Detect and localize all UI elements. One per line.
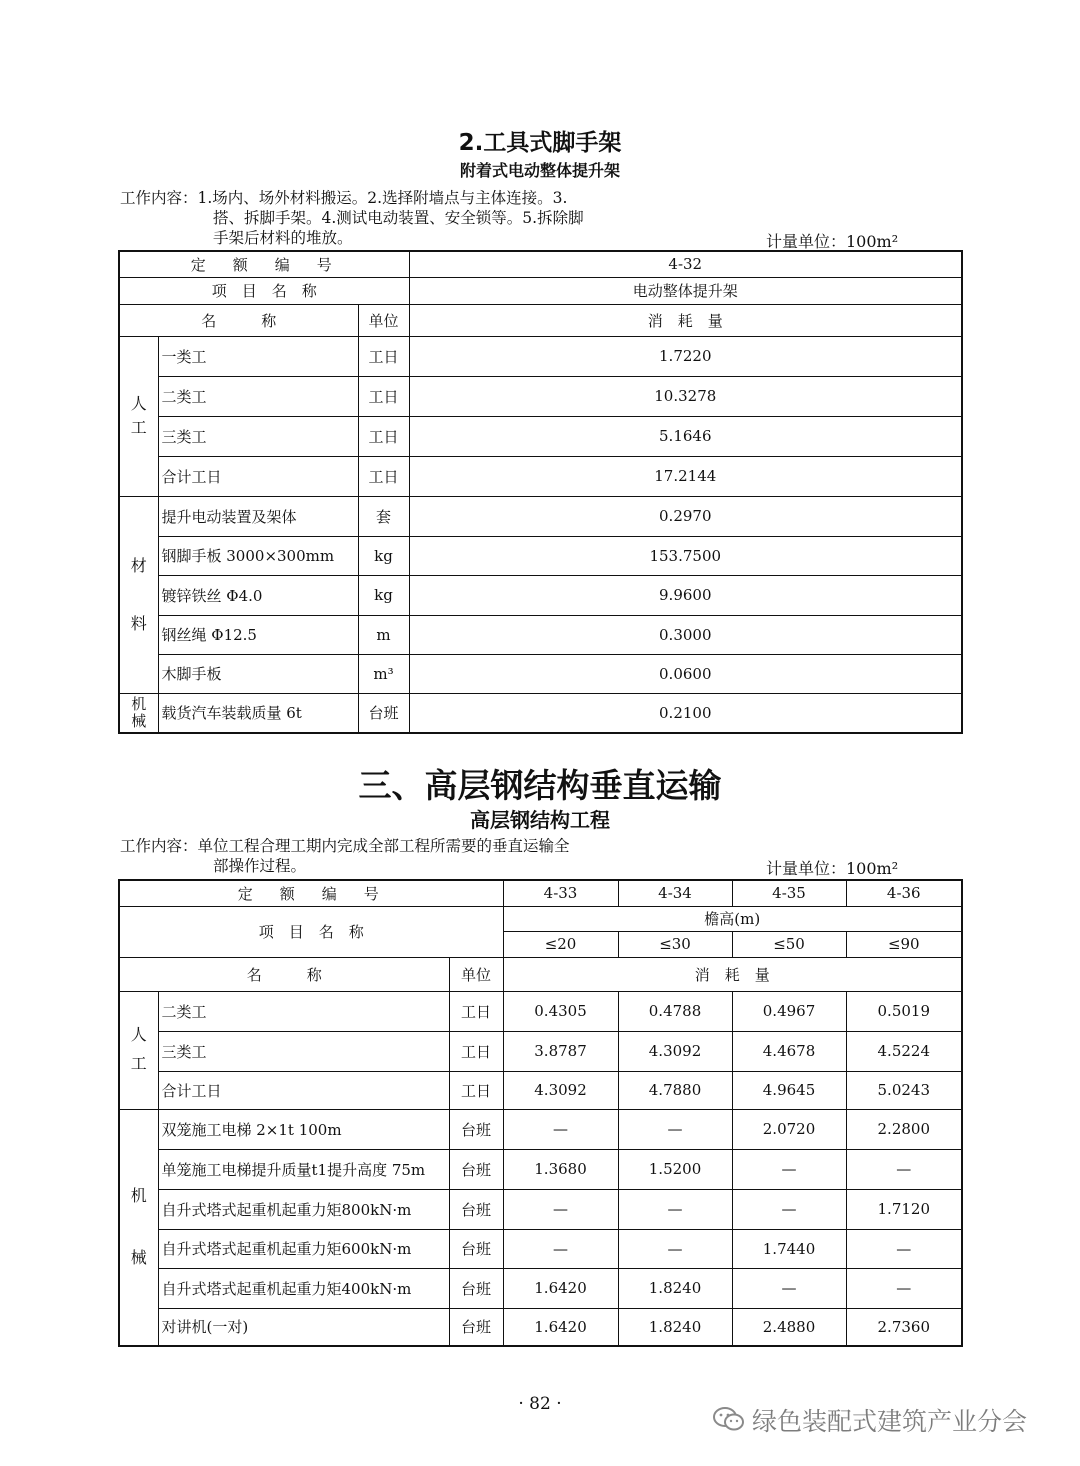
section2-table — [118, 879, 963, 1347]
row-name: 载货汽车装载质量 6t — [158, 693, 358, 733]
row-unit: 工日 — [449, 1031, 503, 1071]
row-name: 单笼施工电梯提升质量t1提升高度 75m — [158, 1149, 449, 1189]
section2-unit: 计量单位：100m² — [766, 859, 899, 878]
row-value: 3.8787 — [503, 1031, 618, 1071]
item-value: 电动整体提升架 — [409, 277, 962, 304]
work-line: 工作内容：1.场内、场外材料搬运。2.选择附墙点与主体连接。3. — [120, 189, 568, 207]
row-unit: 台班 — [449, 1149, 503, 1189]
section1-title: 2.工具式脚手架 — [458, 130, 622, 156]
page-number: · 82 · — [518, 1394, 562, 1414]
category-machinery: 机 械 — [119, 1109, 158, 1346]
row-value: 1.6420 — [503, 1308, 618, 1346]
row-unit: 台班 — [449, 1189, 503, 1229]
item-label: 项 目 名 称 — [119, 277, 409, 304]
eave-label: 檐高(m) — [503, 906, 962, 931]
row-value: — — [846, 1229, 962, 1268]
row-value: 1.7120 — [846, 1189, 962, 1229]
row-value: 0.4305 — [503, 991, 618, 1031]
row-unit: 台班 — [449, 1229, 503, 1268]
quota-value: 4-32 — [409, 251, 962, 277]
category-labor: 人 工 — [119, 336, 158, 496]
category-machinery: 机 械 — [119, 693, 158, 733]
row-value: 9.9600 — [409, 575, 962, 615]
row-unit: m — [358, 615, 409, 654]
row-value: 1.8240 — [618, 1308, 732, 1346]
col-unit-header: 单位 — [449, 957, 503, 991]
row-value: 153.7500 — [409, 536, 962, 575]
row-unit: 工日 — [358, 416, 409, 456]
row-value: 1.7220 — [409, 336, 962, 376]
row-unit: 台班 — [449, 1308, 503, 1346]
row-value: 2.2800 — [846, 1109, 962, 1149]
section1-subtitle: 附着式电动整体提升架 — [459, 161, 620, 180]
section1-unit: 计量单位：100m² — [766, 232, 899, 251]
row-unit: 工日 — [449, 1071, 503, 1109]
row-name: 木脚手板 — [158, 654, 358, 693]
row-name: 自升式塔式起重机起重力矩600kN·m — [158, 1229, 449, 1268]
section2-subtitle: 高层钢结构工程 — [470, 808, 610, 832]
row-unit: 工日 — [358, 456, 409, 496]
row-name: 三类工 — [158, 416, 358, 456]
row-value: 0.4967 — [732, 991, 846, 1031]
row-value: 4.3092 — [503, 1071, 618, 1109]
row-name: 合计工日 — [158, 1071, 449, 1109]
row-value: 0.5019 — [846, 991, 962, 1031]
col-unit-header: 单位 — [358, 304, 409, 336]
col-consumption-header: 消 耗 量 — [503, 957, 962, 991]
row-name: 二类工 — [158, 991, 449, 1031]
row-value: — — [732, 1268, 846, 1308]
row-value: 1.3680 — [503, 1149, 618, 1189]
work-line: 工作内容：单位工程合理工期内完成全部工程所需要的垂直运输全 — [120, 837, 570, 855]
row-value: 4.3092 — [618, 1031, 732, 1071]
row-name: 钢丝绳 Φ12.5 — [158, 615, 358, 654]
row-name: 自升式塔式起重机起重力矩800kN·m — [158, 1189, 449, 1229]
row-value: 4.9645 — [732, 1071, 846, 1109]
row-unit: m³ — [358, 654, 409, 693]
section2-title: 三、高层钢结构垂直运输 — [358, 766, 722, 805]
row-name: 自升式塔式起重机起重力矩400kN·m — [158, 1268, 449, 1308]
row-value: 0.4788 — [618, 991, 732, 1031]
row-unit: 套 — [358, 496, 409, 536]
row-value: — — [732, 1189, 846, 1229]
row-name: 三类工 — [158, 1031, 449, 1071]
quota-label: 定 额 编 号 — [119, 880, 503, 906]
row-name: 双笼施工电梯 2×1t 100m — [158, 1109, 449, 1149]
work-line: 手架后材料的堆放。 — [213, 229, 353, 247]
row-value: — — [503, 1189, 618, 1229]
quota-value: 4-34 — [618, 880, 732, 906]
work-line: 部操作过程。 — [213, 857, 307, 875]
watermark-text: 绿色装配式建筑产业分会 — [752, 1407, 1028, 1436]
row-value: — — [732, 1149, 846, 1189]
section1-table — [118, 250, 963, 734]
row-value: 17.2144 — [409, 456, 962, 496]
row-value: 2.0720 — [732, 1109, 846, 1149]
col-consumption-header: 消 耗 量 — [409, 304, 962, 336]
row-value: — — [618, 1189, 732, 1229]
row-unit: 工日 — [449, 991, 503, 1031]
row-value: 1.5200 — [618, 1149, 732, 1189]
quota-label: 定 额 编 号 — [119, 251, 409, 277]
row-value: 4.4678 — [732, 1031, 846, 1071]
quota-value: 4-36 — [846, 880, 962, 906]
quota-value: 4-35 — [732, 880, 846, 906]
eave-value: ≤30 — [618, 931, 732, 957]
row-value: — — [618, 1109, 732, 1149]
row-value: — — [846, 1149, 962, 1189]
row-name: 对讲机(一对) — [158, 1308, 449, 1346]
row-value: 1.8240 — [618, 1268, 732, 1308]
category-material: 材 料 — [119, 496, 158, 693]
eave-value: ≤20 — [503, 931, 618, 957]
row-value: 2.7360 — [846, 1308, 962, 1346]
row-value: 4.7880 — [618, 1071, 732, 1109]
row-unit: 台班 — [449, 1109, 503, 1149]
row-value: 2.4880 — [732, 1308, 846, 1346]
row-name: 钢脚手板 3000×300mm — [158, 536, 358, 575]
row-value: 5.0243 — [846, 1071, 962, 1109]
row-name: 合计工日 — [158, 456, 358, 496]
category-labor: 人 工 — [119, 991, 158, 1109]
row-name: 一类工 — [158, 336, 358, 376]
row-value: 0.0600 — [409, 654, 962, 693]
item-label: 项 目 名 称 — [119, 906, 503, 957]
row-value: 0.2100 — [409, 693, 962, 733]
row-value: 0.3000 — [409, 615, 962, 654]
row-value: 0.2970 — [409, 496, 962, 536]
row-value: — — [503, 1229, 618, 1268]
row-value: 10.3278 — [409, 376, 962, 416]
row-value: 5.1646 — [409, 416, 962, 456]
quota-value: 4-33 — [503, 880, 618, 906]
row-unit: kg — [358, 575, 409, 615]
row-value: 1.6420 — [503, 1268, 618, 1308]
row-unit: kg — [358, 536, 409, 575]
row-unit: 工日 — [358, 376, 409, 416]
row-value: — — [618, 1229, 732, 1268]
row-value: — — [503, 1109, 618, 1149]
row-value: 1.7440 — [732, 1229, 846, 1268]
row-name: 二类工 — [158, 376, 358, 416]
row-name: 提升电动装置及架体 — [158, 496, 358, 536]
row-value: 4.5224 — [846, 1031, 962, 1071]
section2-work-content — [120, 836, 740, 876]
row-unit: 工日 — [358, 336, 409, 376]
work-line: 搭、拆脚手架。4.测试电动装置、安全锁等。5.拆除脚 — [213, 209, 584, 227]
eave-value: ≤50 — [732, 931, 846, 957]
wechat-icon — [712, 1406, 746, 1432]
row-unit: 台班 — [449, 1268, 503, 1308]
section1-work-content — [120, 188, 740, 248]
row-unit: 台班 — [358, 693, 409, 733]
row-value: — — [846, 1268, 962, 1308]
col-name-header: 名 称 — [119, 957, 449, 991]
eave-value: ≤90 — [846, 931, 962, 957]
col-name-header: 名 称 — [119, 304, 358, 336]
row-name: 镀锌铁丝 Φ4.0 — [158, 575, 358, 615]
